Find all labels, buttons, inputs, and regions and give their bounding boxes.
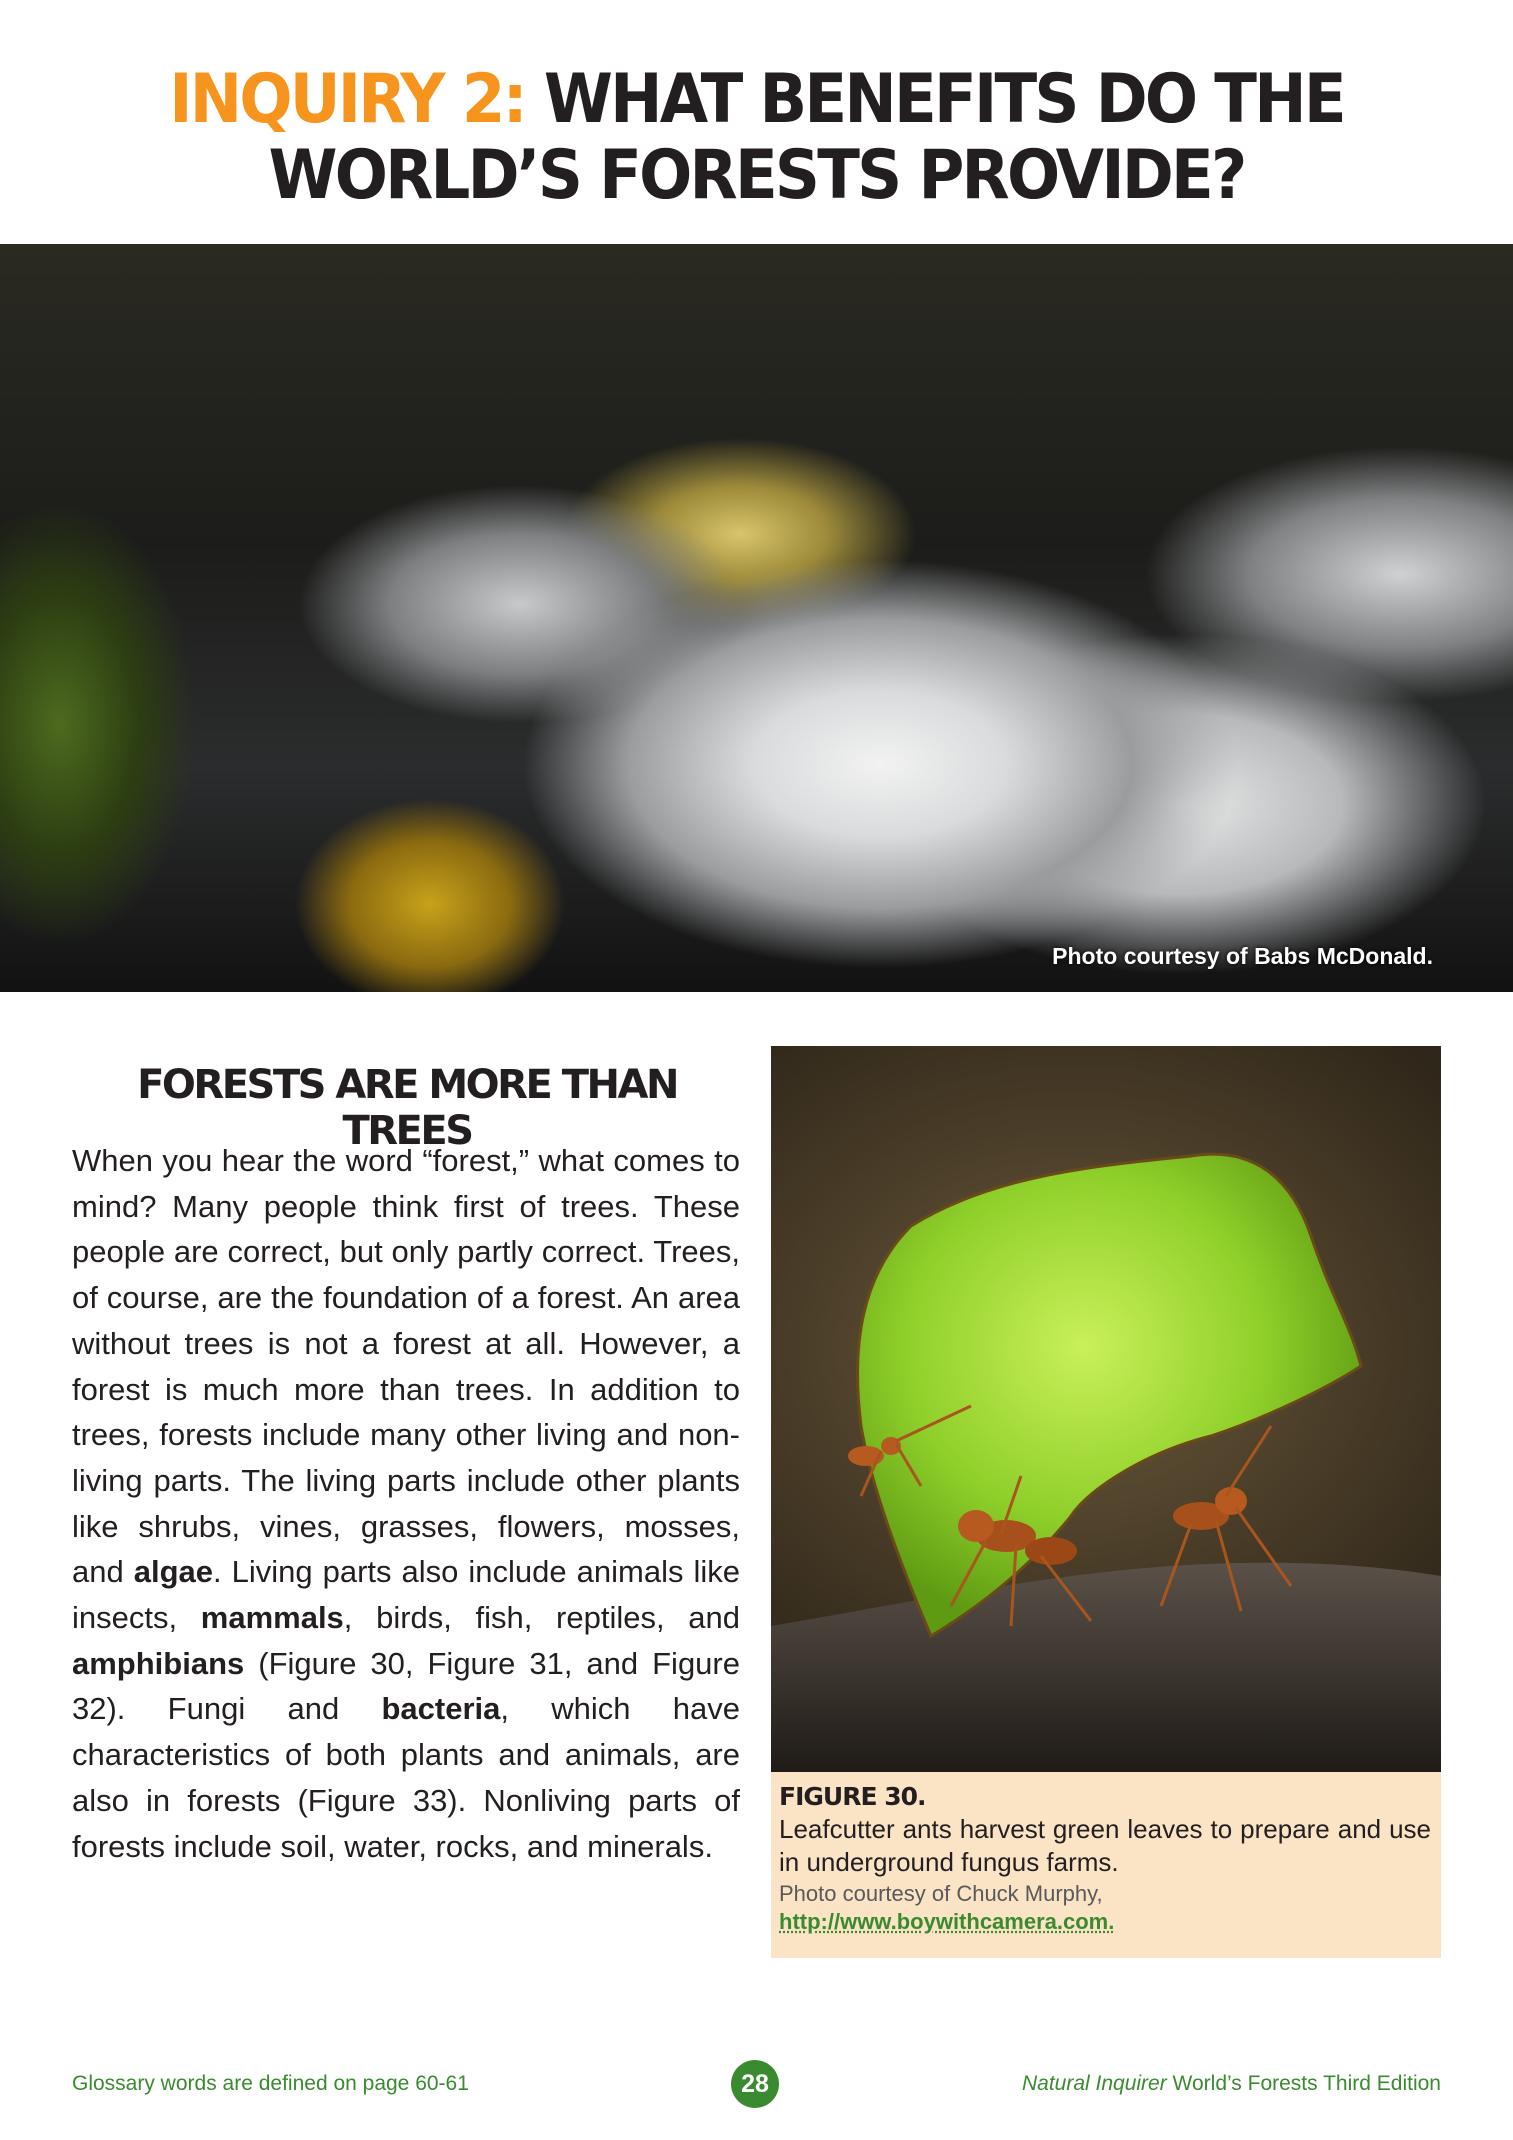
body-text-part: When you hear the word “forest,” what comes to mind? Many people think first of trees. These people are correct, but only partly correct. Trees, of course, are the foundation of a forest. An area without trees is not a forest at all. However, a forest is much more than trees. In addition to trees, forests include many other living and non-living parts. The living parts include other plants like shrubs, vines, grasses, flowers, mosses, and <box>72 1143 740 1590</box>
glossary-term-amphibians: amphibians <box>72 1645 245 1681</box>
figure-30-caption <box>771 1772 1441 1958</box>
body-text-part: . Living parts also include animals like insects, <box>72 1554 740 1636</box>
edition-label: World’s Forests Third Edition <box>1166 2072 1441 2095</box>
figure-30-photo <box>771 1046 1441 1772</box>
section-heading: FORESTS ARE MORE THAN TREES <box>137 1062 677 1154</box>
hero-photo-credit: Photo courtesy of Babs McDonald. <box>1052 943 1433 969</box>
body-text-part: , birds, fish, reptiles, and <box>343 1600 740 1636</box>
photographer-website-link[interactable]: http://www.boywithcamera.com. <box>779 1909 1115 1934</box>
footer-publication-title <box>1022 2072 1441 2096</box>
glossary-term-algae: algae <box>133 1554 214 1590</box>
publication-name: Natural Inquirer <box>1021 2072 1167 2095</box>
body-text-part: , which have characteristics of both plants and animals, are also in forests (Figure 33). Nonliving parts of forests include soil, water, rocks, and minerals. <box>72 1691 740 1864</box>
hero-photo-stream <box>0 244 1513 992</box>
page-title <box>61 62 1453 214</box>
page-number-badge: 28 <box>731 2060 779 2108</box>
title-question: WHAT BENEFITS DO THE WORLD’S FORESTS PROVIDE? <box>268 60 1344 215</box>
figure-label: FIGURE 30. <box>779 1782 926 1811</box>
footer-glossary-note: Glossary words are defined on page 60-61 <box>72 2072 469 2095</box>
glossary-term-bacteria: bacteria <box>381 1691 501 1727</box>
glossary-term-mammals: mammals <box>200 1600 344 1636</box>
figure-photo-credit: Photo courtesy of Chuck Murphy, <box>779 1881 1103 1906</box>
figure-caption-text: Leafcutter ants harvest green leaves to prepare and use in underground fungus farms. <box>779 1814 1431 1877</box>
title-inquiry-label: INQUIRY 2: <box>169 60 525 139</box>
body-text-part: (Figure 30, Figure 31, and Figure 32). Fungi and <box>72 1645 740 1727</box>
leafcutter-ants-illustration <box>771 1046 1441 1772</box>
body-paragraph <box>72 1138 740 1869</box>
